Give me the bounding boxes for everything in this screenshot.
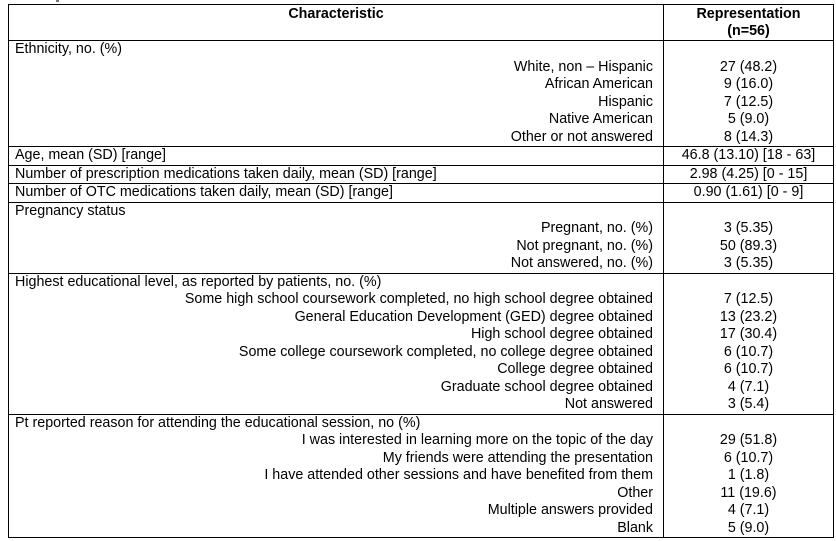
reason-labels xyxy=(9,414,664,538)
pregnancy-value: 3 (5.35) xyxy=(723,255,774,271)
education-value: 3 (5.4) xyxy=(727,396,770,412)
header-row xyxy=(9,5,834,41)
ethnicity-label: White, non – Hispanic xyxy=(513,58,653,75)
reason-value: 29 (51.8) xyxy=(719,432,778,448)
characteristic-header: Characteristic xyxy=(9,5,664,41)
ethnicity-label: Native American xyxy=(548,111,653,127)
pregnancy-values xyxy=(664,202,834,273)
otc-label: Number of OTC medications taken daily, mean (SD) [range] xyxy=(9,184,664,203)
pregnancy-labels xyxy=(9,202,664,273)
ethnicity-value: 9 (16.0) xyxy=(723,76,774,92)
age-row xyxy=(9,147,834,166)
ethnicity-value: 7 (12.5) xyxy=(723,93,774,110)
rx-label: Number of prescription medications taken daily, mean (SD) [range] xyxy=(9,165,664,184)
education-value: 6 (10.7) xyxy=(723,361,774,377)
reason-value: 4 (7.1) xyxy=(727,502,770,518)
reason-value: 11 (19.6) xyxy=(720,484,777,501)
ethnicity-label: Other or not answered xyxy=(510,128,653,145)
ethnicity-value: 8 (14.3) xyxy=(723,128,774,145)
reason-value: 6 (10.7) xyxy=(723,449,774,466)
education-labels xyxy=(9,273,664,414)
education-label: Some high school coursework completed, no high school degree obtained xyxy=(184,291,653,307)
caption-remnant xyxy=(56,0,59,2)
education-label: High school degree obtained xyxy=(470,326,653,342)
ethnicity-value: 27 (48.2) xyxy=(719,58,778,75)
education-value: 6 (10.7) xyxy=(723,343,774,360)
ethnicity-value: 5 (9.0) xyxy=(727,111,770,127)
rx-value: 2.98 (4.25) [0 - 15] xyxy=(664,165,834,184)
representation-header-title: Representation xyxy=(696,6,801,22)
education-value: 13 (23.2) xyxy=(719,308,778,325)
education-label: Graduate school degree obtained xyxy=(440,378,653,395)
representation-header-n: (n=56) xyxy=(727,22,770,39)
reason-label: My friends were attending the presentation xyxy=(382,449,653,466)
reason-value: 5 (9.0) xyxy=(727,519,770,536)
education-label: Some college coursework completed, no college degree obtained xyxy=(238,343,653,360)
representation-header xyxy=(664,5,834,41)
reason-label: I was interested in learning more on the topic of the day xyxy=(301,432,653,448)
section-title: Pregnancy status xyxy=(15,202,126,219)
education-value: 17 (30.4) xyxy=(719,326,778,342)
age-label: Age, mean (SD) [range] xyxy=(9,147,664,166)
reason-label: Blank xyxy=(617,519,653,536)
education-value: 4 (7.1) xyxy=(727,378,770,395)
ethnicity-values xyxy=(664,41,834,147)
section-title: Highest educational level, as reported by patients, no. (%) xyxy=(15,273,382,290)
demographics-table xyxy=(8,4,834,538)
spacer xyxy=(670,203,827,221)
education-label: General Education Development (GED) degree obtained xyxy=(294,308,653,325)
education-label: College degree obtained xyxy=(497,361,653,377)
reason-label: Other xyxy=(617,484,653,501)
pregnancy-label: Not pregnant, no. (%) xyxy=(516,237,653,254)
otc-value: 0.90 (1.61) [0 - 9] xyxy=(664,184,834,203)
pregnancy-value: 3 (5.35) xyxy=(723,220,774,236)
spacer xyxy=(670,41,827,59)
pregnancy-label: Not answered, no. (%) xyxy=(510,255,653,271)
otc-row xyxy=(9,184,834,203)
spacer xyxy=(670,274,827,292)
pregnancy-section xyxy=(9,202,834,273)
reason-label: Multiple answers provided xyxy=(487,502,653,518)
education-section xyxy=(9,273,834,414)
education-values xyxy=(664,273,834,414)
pregnancy-label: Pregnant, no. (%) xyxy=(540,220,653,236)
ethnicity-label: Hispanic xyxy=(598,93,653,110)
reason-label: I have attended other sessions and have benefited from them xyxy=(264,467,653,483)
section-title: Ethnicity, no. (%) xyxy=(15,41,122,57)
education-label: Not answered xyxy=(564,396,653,412)
spacer xyxy=(670,415,827,433)
ethnicity-label: African American xyxy=(544,76,653,92)
reason-value: 1 (1.8) xyxy=(727,467,770,483)
reason-values xyxy=(664,414,834,538)
ethnicity-labels xyxy=(9,41,664,147)
ethnicity-section xyxy=(9,41,834,147)
section-title: Pt reported reason for attending the educational session, no (%) xyxy=(15,414,421,431)
education-value: 7 (12.5) xyxy=(723,291,774,307)
rx-row xyxy=(9,165,834,184)
age-value: 46.8 (13.10) [18 - 63] xyxy=(664,147,834,166)
reason-section xyxy=(9,414,834,538)
pregnancy-value: 50 (89.3) xyxy=(719,237,778,254)
